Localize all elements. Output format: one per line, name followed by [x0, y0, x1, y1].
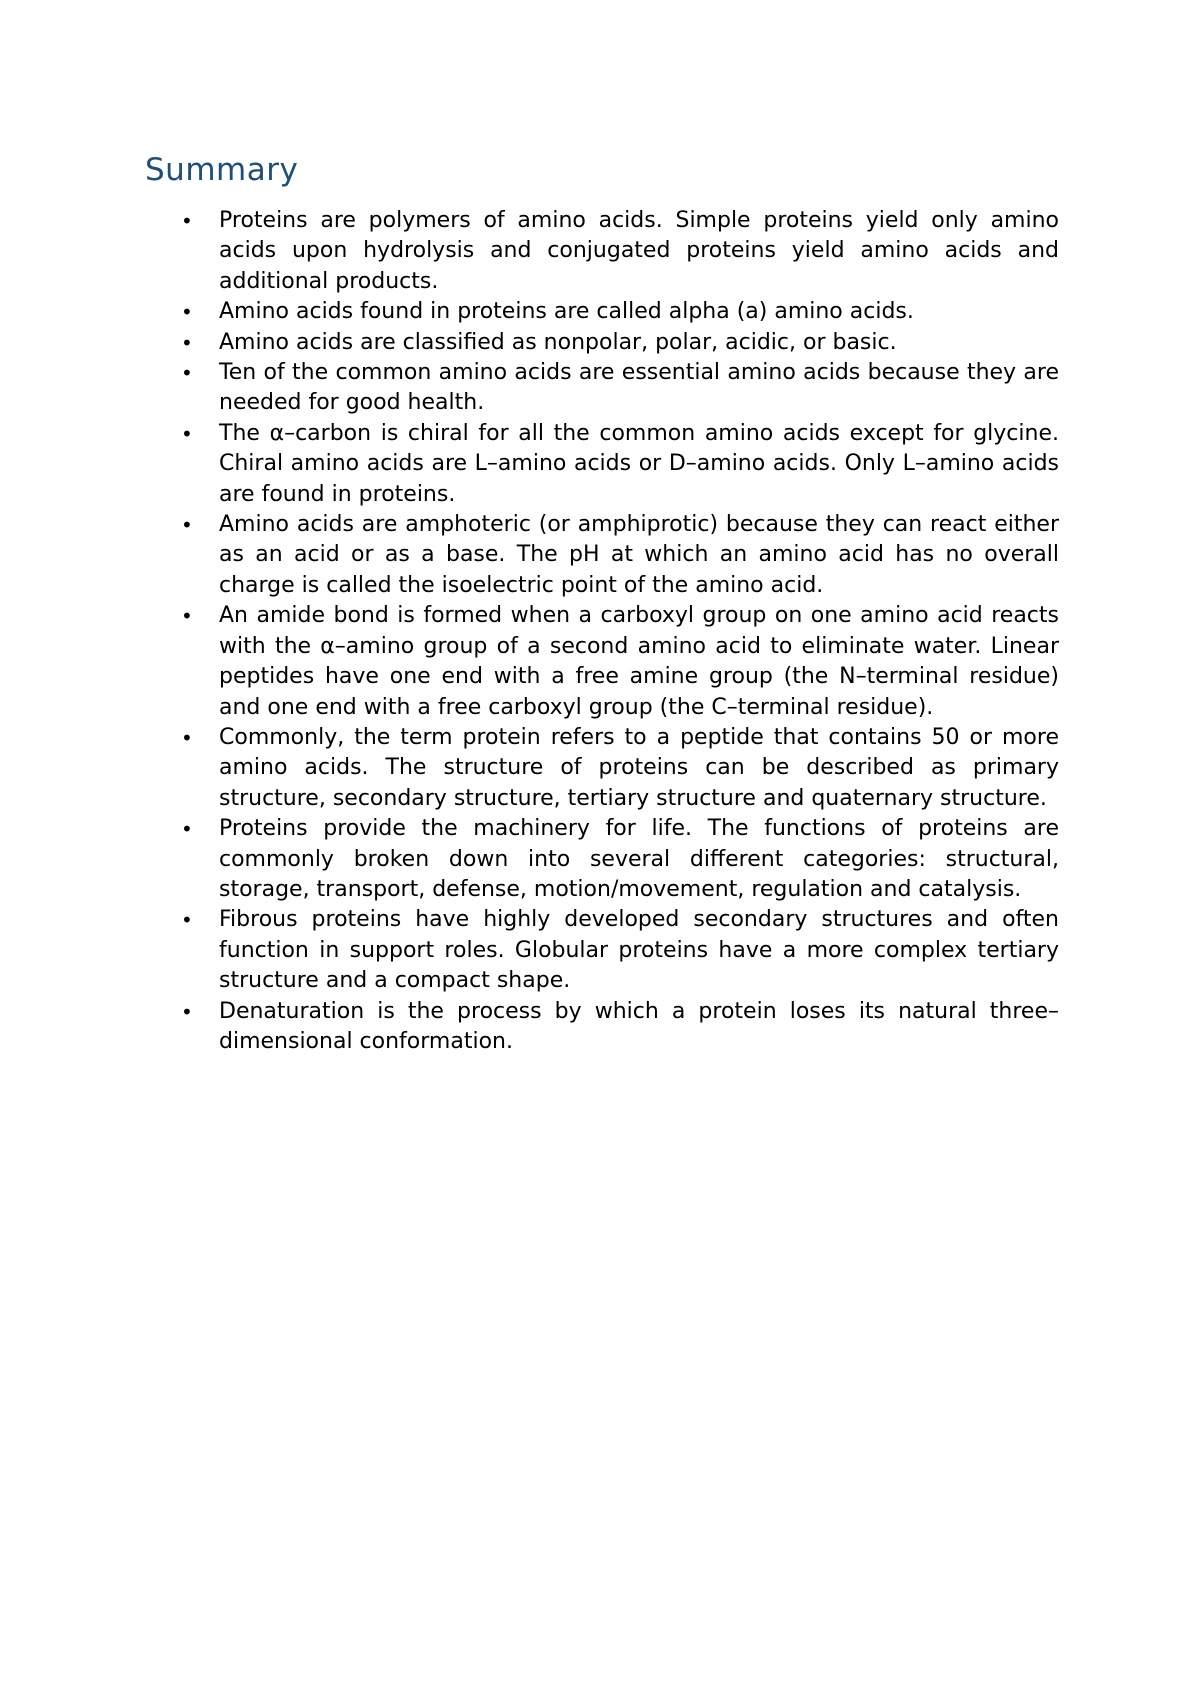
summary-list-item [145, 997, 1059, 1058]
bullet-icon: • [181, 300, 193, 325]
bullet-icon: • [181, 513, 193, 538]
summary-list-item [145, 358, 1059, 419]
summary-list-item [145, 510, 1059, 601]
summary-item-text: Denaturation is the process by which a protein loses its natural three–dimensional conformation. [219, 998, 1059, 1054]
summary-list-item [145, 297, 1059, 327]
summary-item-text: Amino acids are amphoteric (or amphiprotic) because they can react either as an acid or as a base. The pH at which an amino acid has no overall charge is called the isoelectric point of the amino acid. [219, 512, 1059, 598]
summary-item-text: Proteins are polymers of amino acids. Simple proteins yield only amino acids upon hydrolysis and conjugated proteins yield amino acids and additional products. [219, 208, 1059, 294]
summary-list-item [145, 328, 1059, 358]
document-content [145, 150, 1059, 1057]
bullet-icon: • [181, 817, 193, 842]
summary-item-text: Ten of the common amino acids are essential amino acids because they are needed for good health. [219, 360, 1059, 416]
bullet-icon: • [181, 421, 193, 446]
summary-list-item [145, 723, 1059, 814]
bullet-icon: • [181, 209, 193, 233]
summary-list-item [145, 419, 1059, 510]
bullet-icon: • [181, 361, 193, 386]
summary-item-text: Fibrous proteins have highly developed secondary structures and often function in support roles. Globular proteins have a more complex tertiary structure and a compact shape. [219, 907, 1059, 994]
summary-list-item [145, 905, 1059, 996]
summary-item-text: Proteins provide the machinery for life. The functions of proteins are commonly broken down into several different categories: structural, storage, transport, defense, motion/movement, regulation and catalysis. [219, 816, 1059, 902]
summary-list-item [145, 814, 1059, 905]
bullet-icon: • [181, 908, 193, 933]
summary-item-text: The α–carbon is chiral for all the common amino acids except for glycine. Chiral amino acids are L–amino acids or D–amino acids. Only L–amino acids are found in proteins. [219, 420, 1059, 507]
summary-list-item [145, 601, 1059, 723]
summary-item-text: An amide bond is formed when a carboxyl group on one amino acid reacts with the α–amino group of a second amino acid to eliminate water. Linear peptides have one end with a free amine group (the N–terminal residue) and one end with a free carboxyl group (the C–terminal residue). [219, 603, 1059, 720]
summary-list-item [145, 206, 1059, 297]
bullet-icon: • [181, 604, 193, 629]
summary-heading: Summary [145, 152, 299, 188]
summary-list [145, 206, 1059, 1057]
summary-item-text: Commonly, the term protein refers to a peptide that contains 50 or more amino acids. The structure of proteins can be described as primary structure, secondary structure, tertiary structure and quaternary structure. [219, 724, 1059, 811]
bullet-icon: • [181, 725, 193, 750]
bullet-icon: • [181, 330, 193, 355]
bullet-icon: • [181, 999, 193, 1024]
summary-item-text: Amino acids found in proteins are called alpha (a) amino acids. [219, 299, 914, 325]
summary-item-text: Amino acids are classified as nonpolar, polar, acidic, or basic. [219, 329, 897, 355]
